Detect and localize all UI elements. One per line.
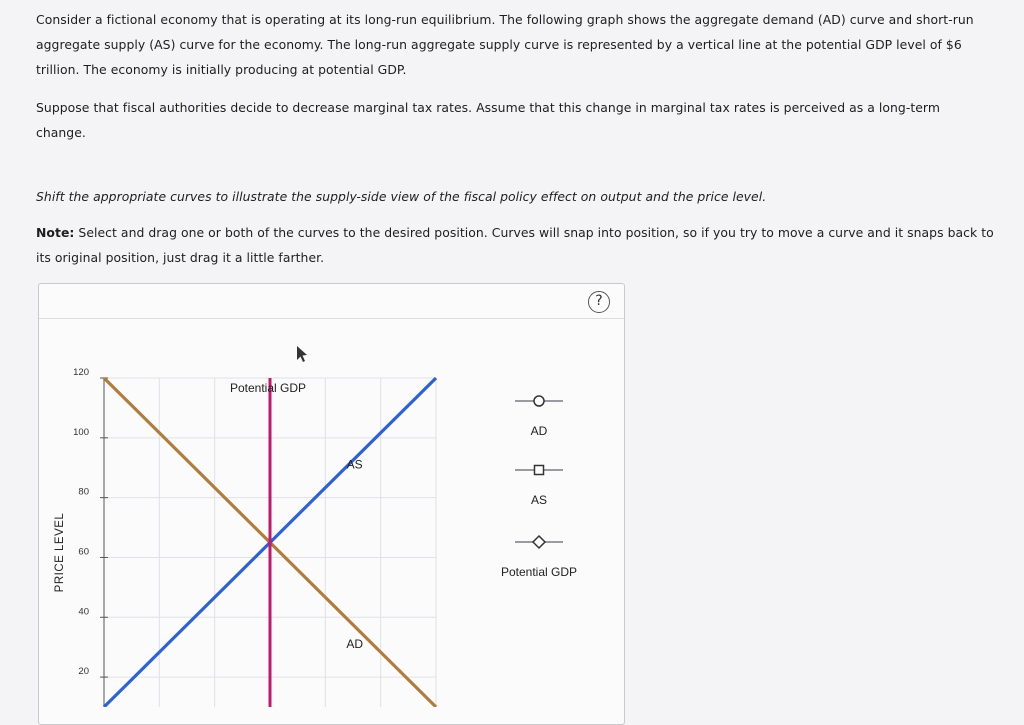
- mouse-cursor-icon: [297, 346, 307, 362]
- potential-gdp-curve-label: Potential GDP: [229, 381, 307, 395]
- legend-as-label: AS: [530, 493, 548, 507]
- legend-potential-gdp-tool[interactable]: [533, 536, 545, 548]
- question-paragraph-2: Suppose that fiscal authorities decide to decrease marginal tax rates. Assume that this change in marginal tax rates is perceived as a long-term change.: [36, 100, 940, 140]
- y-tick-label-120: 120: [73, 367, 89, 378]
- legend-potential-gdp-label: Potential GDP: [500, 565, 578, 579]
- y-tick-label-60: 60: [78, 546, 89, 558]
- as-curve-label: AS: [346, 457, 363, 472]
- help-button[interactable]: ?: [588, 291, 610, 313]
- ad-as-graph[interactable]: [39, 284, 624, 707]
- legend-as-tool[interactable]: [535, 466, 544, 475]
- note-label: Note:: [36, 225, 75, 240]
- legend-ad-label: AD: [530, 424, 548, 438]
- question-paragraph-1: Consider a fictional economy that is operating at its long-run equilibrium. The following graph shows the aggregate demand (AD) curve and short-run aggregate supply (AS) curve for the economy. The long-run aggregate supply curve is represented by a vertical line at the potential GDP level of $6 trillion. The economy is initially producing at potential GDP.: [36, 12, 974, 77]
- y-tick-label-80: 80: [78, 486, 89, 498]
- y-tick-label-100: 100: [73, 426, 89, 438]
- y-axis-title: PRICE LEVEL: [54, 512, 66, 593]
- y-tick-label-40: 40: [78, 606, 89, 618]
- note-text: Select and drag one or both of the curves to the desired position. Curves will snap into position, so if you try to move a curve and it snaps back to its original position, just drag it a little farther.: [36, 225, 994, 265]
- note-paragraph: [36, 220, 996, 270]
- graph-panel: [38, 283, 625, 725]
- instruction-text: Shift the appropriate curves to illustrate the supply-side view of the fiscal policy effect on output and the price level.: [36, 189, 767, 204]
- y-tick-label-20: 20: [78, 666, 89, 678]
- legend-ad-tool[interactable]: [534, 396, 544, 406]
- ad-curve-label: AD: [346, 637, 364, 652]
